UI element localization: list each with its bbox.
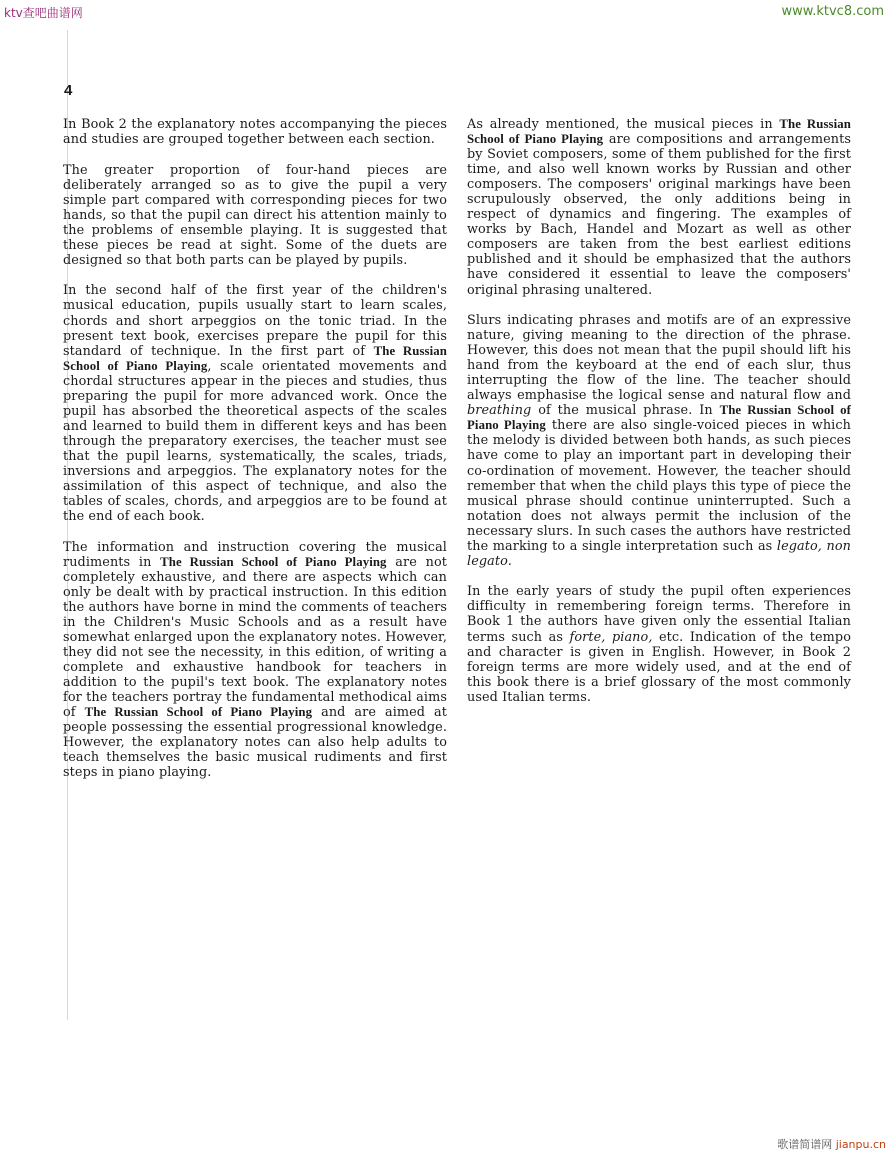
book-title: The Russian School of Piano Playing [467, 117, 852, 147]
watermark-top-right: www.ktvc8.com [781, 4, 884, 19]
italic-term: legato, non legato. [467, 538, 851, 569]
text-run: there are also single-voiced pieces in which the melody is divided between both hands, as such pieces have come to play an important part in developing their co-ordination of movement. However, the teacher should remember that when the child plays this type of piece the musical phrase should continue uninterrupted. Such a notation does not always permit the inclusion of the necessary slurs. In such cases the authors have restricted the marking to a single interpretation such as [467, 418, 851, 554]
text-run: Slurs indicating phrases and motifs are of an expressive nature, giving meaning to the direction of the phrase. However, this does not mean that the pupil should lift his hand from the keyboard at the end of each slur, thus interrupting the flow of the line. The teacher should always emphasise the logical sense and natural flow and [467, 313, 851, 404]
paragraph [63, 540, 447, 781]
page-number: 4 [64, 82, 73, 99]
text-run: In the early years of study the pupil often experiences difficulty in remembering foreign terms. Therefore in Book 1 the authors have given only the essential Italian terms such as [467, 584, 851, 645]
text-run: In the second half of the first year of the children's musical education, pupils usually start to learn scales, chords and short arpeggios on the tonic triad. In the present text book, exercises prepare the pupil for this standard of technique. In the first part of [63, 283, 447, 359]
text-run: are not completely exhaustive, and there are aspects which can only be dealt with by practical instruction. In this edition the authors have borne in mind the comments of teachers in the Children's Music Schools and as a result have somewhat enlarged upon the explanatory notes. However, they did not see the necessity, in this edition, of writing a complete and exhaustive handbook for teachers in addition to the pupil's text book. The explanatory notes for the teachers portray the fundamental methodical aims of [63, 554, 448, 721]
left-column [63, 117, 447, 796]
paragraph [467, 584, 851, 704]
book-title: The Russian School of Piano Playing [160, 554, 387, 569]
text-run: As already mentioned, the musical pieces in [467, 117, 773, 132]
paragraph: The greater proportion of four-hand pieces are deliberately arranged so as to give the pupil a very simple part compared with corresponding pieces for two hands, so that the pupil can direct his attention mainly to the problems of ensemble playing. It is suggested that these pieces be read at sight. Some of the duets are designed so that both parts can be played by pupils. [63, 162, 447, 268]
text-run: and are aimed at people possessing the essential progressional knowledge. However, the explanatory notes can also help adults to teach themselves the basic musical rudiments and first steps in piano playing. [63, 705, 448, 781]
right-column [467, 117, 851, 720]
text-run: The information and instruction covering the musical rudiments in [63, 539, 447, 570]
text-run: are compositions and arrangements by Soviet composers, some of them published for the first time, and also well known works by Russian and other composers. The composers' original markings have been scrupulously observed, the only additions being in respect of dynamics and fingering. The examples of works by Bach, Handel and Mozart as well as other composers are taken from the best earliest editions published and it should be emphasized that the authors have considered it essential to leave the composers' original phrasing unaltered. [467, 132, 852, 298]
italic-term: breathing [467, 403, 532, 419]
book-title: The Russian School of Piano Playing [84, 705, 313, 720]
text-run: etc. Indication of the tempo and character is given in English. However, in Book 2 foreign terms are more widely used, and at the end of this book there is a brief glossary of the most commonly used Italian terms. [467, 629, 852, 705]
book-title: The Russian School of Piano Playing [63, 343, 447, 373]
watermark-bottom-label: 歌谱简谱网 [777, 1138, 833, 1151]
watermark-bottom-right [777, 1136, 886, 1152]
paragraph [467, 313, 851, 569]
watermark-bottom-site: jianpu.cn [835, 1138, 886, 1151]
paragraph [467, 117, 851, 298]
italic-term: forte, piano, [569, 629, 653, 645]
paragraph [63, 283, 447, 524]
text-run: , scale orientated movements and chordal structures appear in the pieces and studies, thus preparing the pupil for more advanced work. Once the pupil has absorbed the theoretical aspects of the scales and learned to build them in different keys and has been through the preparatory exercises, the teacher must see that the pupil learns, systematically, the scales, triads, inversions and arpeggios. The explanatory notes for the assimilation of this aspect of technique, and also the tables of scales, chords, and arpeggios are to be found at the end of each book. [63, 358, 447, 525]
book-title: The Russian School of Piano Playing [467, 403, 851, 433]
watermark-top-left: ktv查吧曲谱网 [4, 6, 83, 20]
paragraph: In Book 2 the explanatory notes accompanying the pieces and studies are grouped together between each section. [63, 117, 447, 148]
text-run: of the musical phrase. In [538, 403, 713, 419]
